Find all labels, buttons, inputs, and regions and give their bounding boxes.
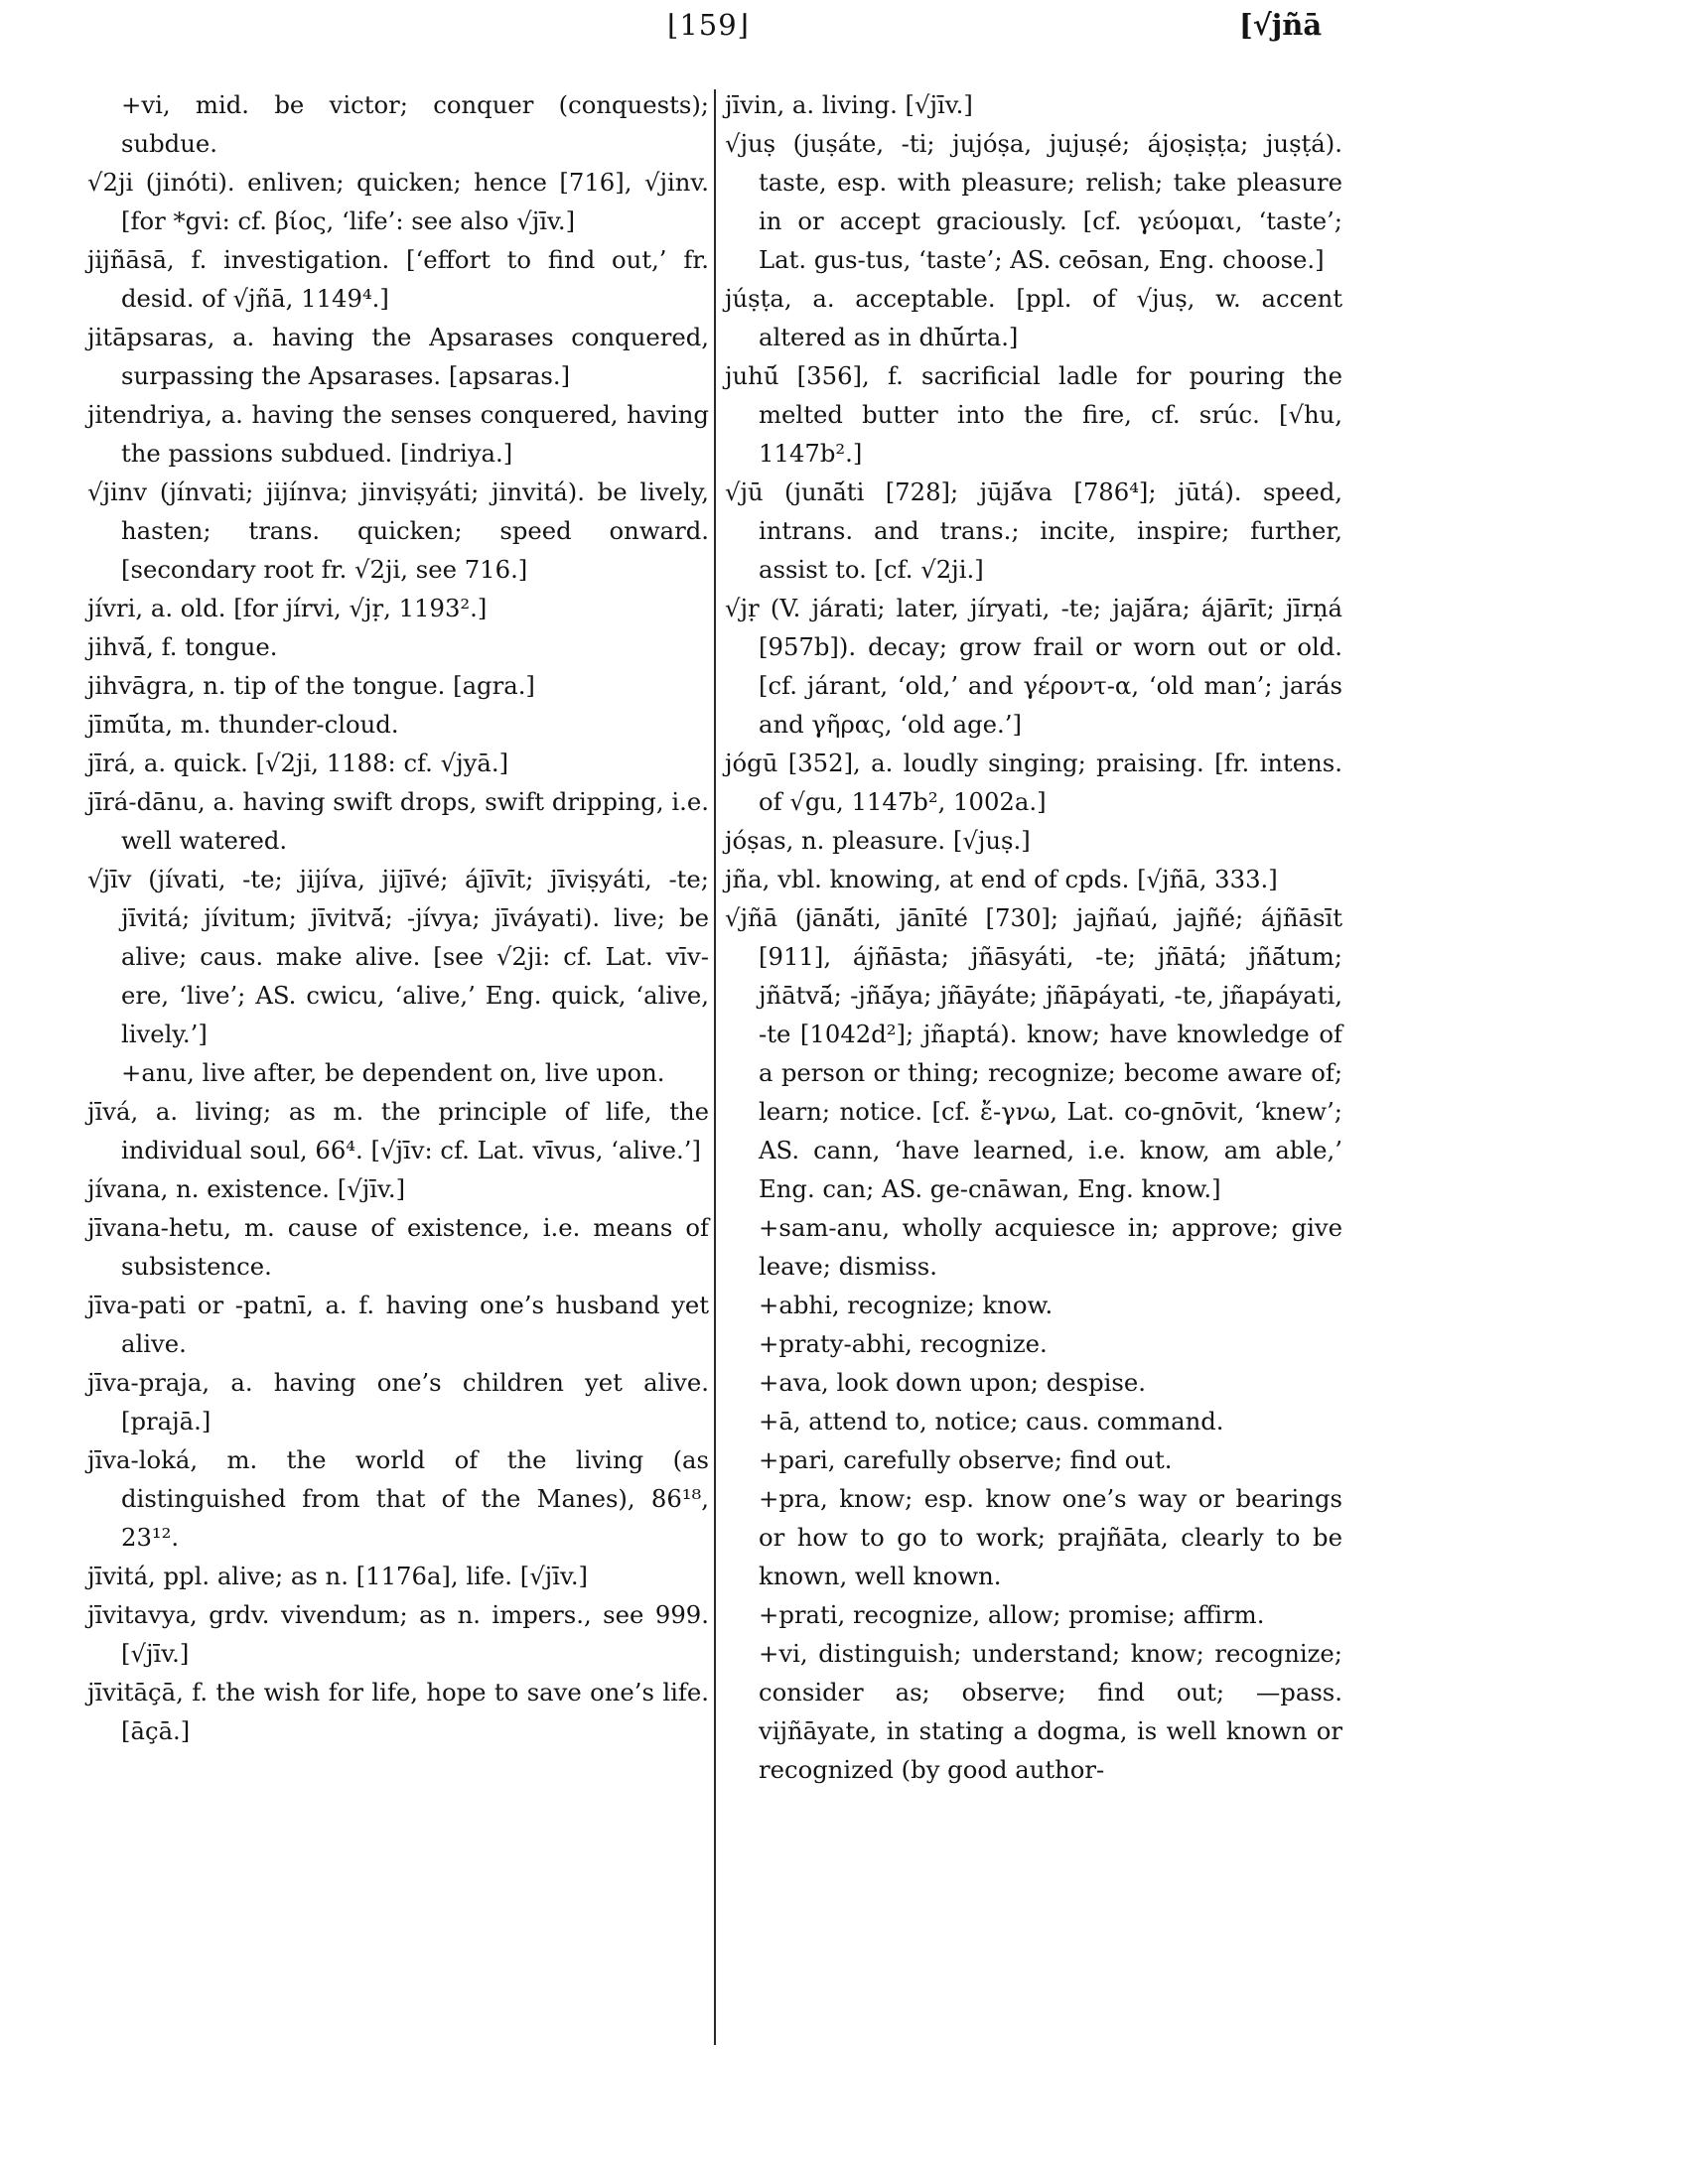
sub-entry: +praty-abhi, recognize. [759, 1329, 1048, 1358]
dictionary-entry: jīrá-dānu, a. having swift drops, swift dripping, i.e. well watered. [87, 787, 709, 855]
sub-entry: +vi, distinguish; understand; know; recognize; consider as; observe; find out; —pass. vijñāyate, in stating a dogma, is well known or recognized (by good author- [759, 1639, 1342, 1784]
sub-entry: +abhi, recognize; know. [759, 1291, 1054, 1319]
dictionary-entry: jijñāsā, f. investigation. [‘effort to find out,’ fr. desid. of √jñā, 1149⁴.] [87, 245, 709, 313]
dictionary-entry: √2ji (jinóti). enliven; quicken; hence [716], √jinv. [for *gvi: cf. βίος, ‘life’: see also √jīv.] [87, 168, 709, 235]
sub-entry: +ā, attend to, notice; caus. command. [759, 1407, 1224, 1435]
left-column [87, 85, 709, 1750]
dictionary-entry: jña, vbl. knowing, at end of cpds. [√jñā, 333.] [725, 865, 1278, 893]
sub-entry: +pari, carefully observe; find out. [759, 1445, 1173, 1474]
dictionary-entry: jīvitavya, grdv. vivendum; as n. impers., see 999. [√jīv.] [87, 1600, 709, 1668]
dictionary-entry: jīvin, a. living. [√jīv.] [725, 90, 973, 119]
dictionary-entry: jihvā́, f. tongue. [87, 632, 278, 661]
dictionary-entry: √jīv (jívati, -te; jijíva, jijīvé; ájīvīt; jīviṣyáti, -te; jīvitá; jívitum; jīvitvā́; -jívya; jīváyati). live; be alive; caus. make alive. [see √2ji: cf. Lat. vīv-ere, ‘live’; AS. cwicu, ‘alive,’ Eng. quick, ‘alive, lively.’] [87, 865, 709, 1048]
dictionary-entry: jīva-loká, m. the world of the living (as distinguished from that of the Manes), 86¹⁸, 23¹². [87, 1445, 709, 1552]
dictionary-entry: jívana, n. existence. [√jīv.] [87, 1174, 406, 1203]
dictionary-entry: √jinv (jínvati; jijínva; jinviṣyáti; jinvitá). be lively, hasten; trans. quicken; speed onward. [secondary root fr. √2ji, see 716.] [87, 478, 709, 584]
dictionary-entry: jīvitāçā, f. the wish for life, hope to save one’s life. [āçā.] [87, 1678, 709, 1745]
dictionary-entry: jihvāgra, n. tip of the tongue. [agra.] [87, 671, 535, 700]
dictionary-entry: jīvitá, ppl. alive; as n. [1176a], life. [√jīv.] [87, 1562, 589, 1590]
sub-entry: +ava, look down upon; despise. [759, 1368, 1147, 1397]
column-divider [714, 89, 716, 2045]
dictionary-entry: jīrá, a. quick. [√2ji, 1188: cf. √jyā.] [87, 749, 509, 777]
dictionary-entry: jīva-praja, a. having one’s children yet alive. [prajā.] [87, 1368, 709, 1435]
dictionary-entry: jitāpsaras, a. having the Apsarases conquered, surpassing the Apsarases. [apsaras.] [87, 323, 709, 390]
sub-entry: +prati, recognize, allow; promise; affirm. [759, 1600, 1265, 1629]
dictionary-entry: jīva-pati or -patnī, a. f. having one’s husband yet alive. [87, 1291, 709, 1358]
dictionary-entry: √jū (junā́ti [728]; jūjā́va [786⁴]; jūtá). speed, intrans. and trans.; incite, inspire; further, assist to. [cf. √2ji.] [725, 478, 1342, 584]
page-number: ⌊159⌋ [667, 8, 750, 42]
running-head: [√jñā [1239, 8, 1323, 42]
dictionary-entry: jīvá, a. living; as m. the principle of life, the individual soul, 66⁴. [√jīv: cf. Lat. vīvus, ‘alive.’] [87, 1097, 709, 1164]
right-column [725, 85, 1342, 1789]
dictionary-entry: júṣṭa, a. acceptable. [ppl. of √juṣ, w. accent altered as in dhū́rta.] [725, 284, 1342, 351]
dictionary-entry: jívri, a. old. [for jírvi, √jṛ, 1193².] [87, 594, 488, 622]
sub-entry: +sam-anu, wholly acquiesce in; approve; give leave; dismiss. [759, 1213, 1342, 1281]
dictionary-entry: jīvana-hetu, m. cause of existence, i.e. means of subsistence. [87, 1213, 709, 1281]
page-header [0, 0, 1688, 69]
dictionary-entry: juhū́ [356], f. sacrificial ladle for pouring the melted butter into the fire, cf. srúc. [√hu, 1147b².] [725, 361, 1342, 468]
dictionary-entry: jīmū́ta, m. thunder-cloud. [87, 710, 399, 739]
sub-entry: +pra, know; esp. know one’s way or bearings or how to go to work; prajñāta, clearly to be known, well known. [759, 1484, 1342, 1590]
dictionary-entry: jitendriya, a. having the senses conquered, having the passions subdued. [indriya.] [87, 400, 709, 468]
dictionary-entry: √juṣ (juṣáte, -ti; jujóṣa, jujuṣé; ájoṣiṣṭa; juṣṭá). taste, esp. with pleasure; relish; take pleasure in or accept graciously. [cf. γεύομαι, ‘taste’; Lat. gus-tus, ‘taste’; AS. ceōsan, Eng. choose.] [725, 129, 1342, 274]
sub-entry: +vi, mid. be victor; conquer (conquests); subdue. [121, 90, 709, 158]
sub-entry: +anu, live after, be dependent on, live upon. [121, 1058, 665, 1087]
dictionary-entry: √jṛ (V. járati; later, jíryati, -te; jajā́ra; ájārīt; jīrṇá [957b]). decay; grow frail or worn out or old. [cf. járant, ‘old,’ and γέροντ-α, ‘old man’; jarás and γῆρας, ‘old age.’] [725, 594, 1342, 739]
dictionary-entry: jóṣas, n. pleasure. [√juṣ.] [725, 826, 1031, 855]
dictionary-entry: jógū [352], a. loudly singing; praising. [fr. intens. of √gu, 1147b², 1002a.] [725, 749, 1342, 816]
dictionary-entry: √jñā (jānā́ti, jānīté [730]; jajñaú, jajñé; ájñāsīt [911], ájñāsta; jñāsyáti, -te; jñātá; jñā́tum; jñātvā́; -jñā́ya; jñāyáte; jñāpáyati, -te, jñapáyati, -te [1042d²]; jñaptá). know; have knowledge of a person or thing; recognize; become aware of; learn; notice. [cf. ἔ-γνω, Lat. co-gnōvit, ‘knew’; AS. cann, ‘have learned, i.e. know, am able,’ Eng. can; AS. ge-cnāwan, Eng. know.] [725, 903, 1342, 1203]
